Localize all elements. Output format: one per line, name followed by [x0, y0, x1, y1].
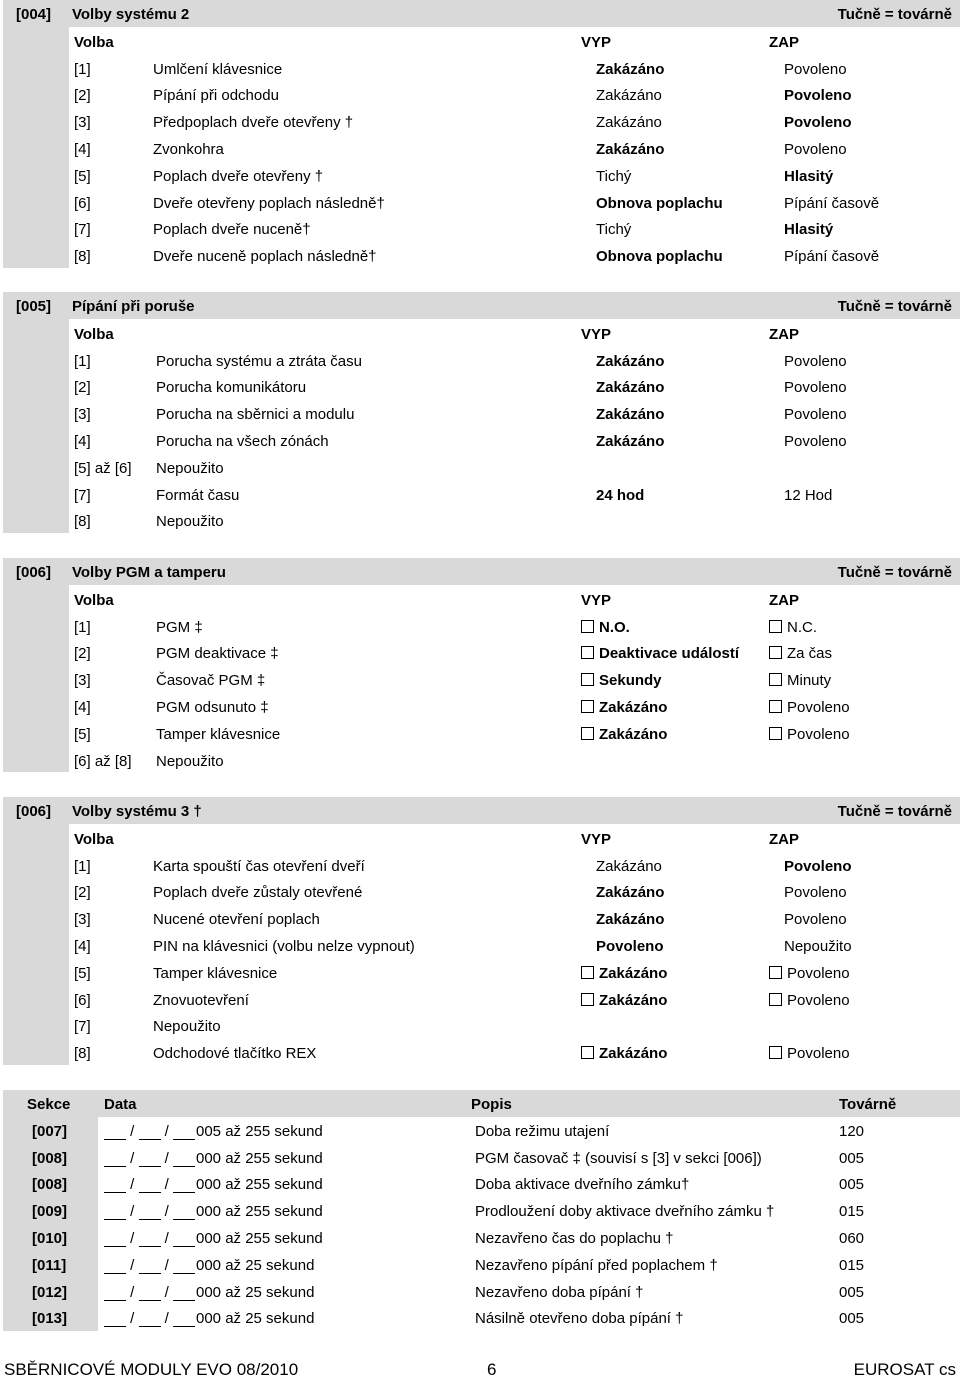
on-value-text: N.C.: [787, 618, 817, 636]
option-label: Nepoužito: [153, 1018, 221, 1036]
option-off-value[interactable]: [581, 619, 630, 636]
option-off-value: [596, 884, 664, 901]
option-on-value: [784, 248, 879, 265]
value-range: 000 až 255 sekund: [196, 1176, 323, 1194]
section-code: [006]: [16, 564, 52, 581]
checkbox[interactable]: [769, 620, 782, 633]
option-label: Nucené otevření poplach: [153, 911, 320, 929]
section-title: Volby systému 3 †: [72, 803, 202, 820]
table-section-code: [009]: [32, 1203, 68, 1221]
checkbox[interactable]: [769, 646, 782, 659]
section-shade: [65, 292, 960, 319]
value-range: 000 až 25 sekund: [196, 1283, 315, 1301]
option-on-value: [784, 487, 832, 504]
option-label: Poplach dveře otevřeny †: [153, 167, 324, 185]
table-factory-value: 005: [839, 1283, 865, 1301]
column-header-off: VYP: [581, 325, 612, 343]
option-off-value: [596, 114, 662, 131]
on-value-text: Povoleno: [787, 964, 850, 982]
data-entry-field[interactable]: / /: [104, 1123, 195, 1140]
option-off-value: [596, 248, 723, 265]
on-value-text: Povoleno: [784, 433, 847, 450]
off-value-text: N.O.: [599, 618, 630, 636]
option-number: [4]: [74, 433, 91, 450]
off-value-text: Zakázáno: [596, 141, 665, 158]
checkbox[interactable]: [581, 620, 594, 633]
on-value-text: Povoleno: [784, 87, 852, 105]
off-value-text: Zakázáno: [599, 699, 668, 716]
section-title: Volby systému 2: [72, 6, 190, 23]
option-label: Porucha na sběrnici a modulu: [156, 406, 355, 424]
option-off-value[interactable]: [581, 645, 739, 662]
option-on-value[interactable]: [769, 619, 817, 636]
option-on-value: [784, 884, 847, 901]
table-factory-value: 060: [839, 1230, 865, 1247]
column-header-on: ZAP: [769, 325, 799, 343]
table-header-section: Sekce: [27, 1096, 71, 1113]
option-label: Umlčení klávesnice: [153, 60, 283, 78]
option-label: Porucha komunikátoru: [156, 379, 307, 397]
on-value-text: Povoleno: [787, 1045, 850, 1063]
on-value-text: Za čas: [787, 645, 833, 663]
on-value-text: Pípání časově: [784, 194, 880, 212]
option-label: Tamper klávesnice: [153, 964, 278, 982]
option-number: [8]: [74, 513, 91, 531]
option-on-value[interactable]: [769, 1045, 850, 1062]
option-on-value[interactable]: [769, 965, 850, 982]
option-label: Nepoužito: [156, 752, 224, 770]
data-entry-field[interactable]: / /: [104, 1176, 195, 1193]
on-value-text: Povoleno: [787, 699, 850, 716]
on-value-text: Povoleno: [784, 114, 852, 132]
option-on-value: [784, 168, 833, 185]
off-value-text: Zakázáno: [596, 857, 662, 875]
on-value-text: Povoleno: [784, 379, 847, 397]
section-shade: [65, 27, 69, 268]
table-factory-value: 015: [839, 1256, 865, 1274]
option-on-value: [784, 141, 847, 158]
on-value-text: Hlasitý: [784, 221, 834, 239]
table-section-code: [007]: [32, 1122, 68, 1140]
table-description: PGM časovač ‡ (souvisí s [3] v sekci [006]): [475, 1149, 762, 1167]
option-on-value: [784, 353, 847, 370]
on-value-text: Povoleno: [784, 60, 847, 78]
option-on-value: [784, 87, 852, 104]
factory-legend: Tučně = továrně: [837, 803, 952, 820]
off-value-text: Zakázáno: [599, 1045, 668, 1063]
option-number: [6]: [74, 991, 91, 1009]
checkbox[interactable]: [769, 700, 782, 713]
on-value-text: Povoleno: [784, 911, 847, 929]
option-label: Dveře otevřeny poplach následně†: [153, 194, 385, 212]
checkbox[interactable]: [581, 1046, 594, 1059]
off-value-text: Tichý: [596, 167, 632, 185]
off-value-text: Zakázáno: [596, 911, 665, 929]
option-off-value[interactable]: [581, 726, 667, 743]
option-off-value: [596, 379, 664, 396]
option-on-value[interactable]: [769, 726, 850, 743]
option-number: [1]: [74, 857, 91, 875]
table-header-data: Data: [104, 1096, 137, 1113]
value-range: 000 až 25 sekund: [196, 1310, 315, 1328]
option-label: Karta spouští čas otevření dveří: [153, 857, 365, 875]
column-header-off: VYP: [581, 33, 612, 51]
option-on-value: [784, 114, 852, 131]
option-off-value: [596, 911, 664, 928]
section-shade: [3, 797, 65, 1065]
option-number: [3]: [74, 406, 91, 424]
column-header-option: Volba: [74, 591, 114, 609]
option-number: [4]: [74, 141, 91, 158]
option-off-value: [596, 353, 664, 370]
option-on-value: [784, 195, 879, 212]
option-number: [2]: [74, 645, 91, 663]
on-value-text: Povoleno: [784, 884, 847, 902]
off-value-text: Tichý: [596, 221, 632, 239]
table-section-code: [012]: [32, 1283, 68, 1301]
checkbox[interactable]: [769, 673, 782, 686]
checkbox[interactable]: [581, 727, 594, 740]
option-off-value: [596, 406, 664, 423]
option-number: [7]: [74, 486, 91, 504]
option-label: Poplach dveře zůstaly otevřené: [153, 884, 363, 902]
option-label: Porucha na všech zónách: [156, 433, 329, 450]
checkbox[interactable]: [581, 993, 594, 1006]
table-section-code: [008]: [32, 1149, 68, 1167]
on-value-text: 12 Hod: [784, 486, 833, 504]
option-label: Porucha systému a ztráta času: [156, 352, 362, 370]
option-off-value: [596, 433, 664, 450]
option-number: [4]: [74, 699, 91, 716]
on-value-text: Pípání časově: [784, 248, 880, 266]
section-shade: [65, 585, 69, 773]
option-number: [7]: [74, 1018, 91, 1036]
on-value-text: Hlasitý: [784, 167, 834, 185]
option-number: [1]: [74, 60, 91, 78]
data-entry-field[interactable]: / /: [104, 1230, 195, 1247]
option-number: [7]: [74, 221, 91, 239]
option-label: Tamper klávesnice: [156, 725, 281, 743]
option-off-value[interactable]: [581, 699, 667, 716]
off-value-text: Deaktivace událostí: [599, 645, 740, 663]
value-range: 000 až 255 sekund: [196, 1149, 323, 1167]
value-range: 000 až 255 sekund: [196, 1230, 323, 1247]
data-entry-field[interactable]: / /: [104, 1257, 195, 1274]
table-description: Doba režimu utajení: [475, 1122, 610, 1140]
option-label: Časovač PGM ‡: [156, 672, 266, 690]
section-shade: [65, 824, 69, 1065]
off-value-text: 24 hod: [596, 486, 645, 504]
table-shade: [98, 1090, 960, 1117]
off-value-text: Zakázáno: [599, 991, 668, 1009]
checkbox[interactable]: [581, 646, 594, 659]
option-off-value: [596, 195, 723, 212]
option-off-value: [596, 87, 662, 104]
section-shade: [3, 558, 65, 772]
off-value-text: Zakázáno: [596, 379, 665, 397]
option-number: [1]: [74, 352, 91, 370]
option-label: PIN na klávesnici (volbu nelze vypnout): [153, 938, 415, 955]
option-number: [1]: [74, 618, 91, 636]
data-entry-field[interactable]: / /: [104, 1284, 195, 1301]
off-value-text: Zakázáno: [599, 964, 668, 982]
option-number: [3]: [74, 672, 91, 690]
checkbox[interactable]: [581, 966, 594, 979]
option-number: [6] až [8]: [74, 752, 132, 770]
footer-page-number: 6: [487, 1360, 497, 1379]
option-number: [3]: [74, 114, 91, 132]
option-off-value[interactable]: [581, 992, 667, 1009]
section-shade: [65, 0, 960, 27]
checkbox[interactable]: [769, 966, 782, 979]
value-range: 005 až 255 sekund: [196, 1122, 323, 1140]
column-header-on: ZAP: [769, 33, 799, 51]
section-code: [004]: [16, 6, 52, 23]
data-entry-field[interactable]: / /: [104, 1203, 195, 1220]
value-range: 000 až 255 sekund: [196, 1203, 323, 1221]
option-on-value[interactable]: [769, 699, 850, 716]
option-label: Formát času: [156, 486, 240, 504]
table-description: Nezavřeno čas do poplachu †: [475, 1230, 674, 1247]
section-title: Pípání při poruše: [72, 298, 195, 315]
table-description: Doba aktivace dveřního zámku†: [475, 1176, 690, 1194]
footer-doc-title: SBĚRNICOVÉ MODULY EVO 08/2010: [4, 1360, 299, 1379]
option-label: Nepoužito: [156, 513, 224, 531]
option-number: [5]: [74, 725, 91, 743]
option-off-value[interactable]: [581, 672, 662, 689]
on-value-text: Nepoužito: [784, 938, 852, 955]
off-value-text: Zakázáno: [596, 114, 662, 132]
table-section-code: [010]: [32, 1230, 68, 1247]
option-number: [2]: [74, 87, 91, 105]
off-value-text: Obnova poplachu: [596, 194, 723, 212]
option-on-value: [784, 938, 852, 955]
on-value-text: Minuty: [787, 672, 832, 690]
option-label: PGM deaktivace ‡: [156, 645, 279, 663]
table-factory-value: 005: [839, 1149, 865, 1167]
checkbox[interactable]: [581, 700, 594, 713]
section-shade: [3, 292, 65, 533]
table-factory-value: 120: [839, 1122, 865, 1140]
section-code: [005]: [16, 298, 52, 315]
off-value-text: Zakázáno: [596, 60, 665, 78]
value-range: 000 až 25 sekund: [196, 1256, 315, 1274]
option-on-value: [784, 61, 847, 78]
option-on-value[interactable]: [769, 992, 850, 1009]
option-off-value: [596, 61, 664, 78]
table-factory-value: 005: [839, 1310, 865, 1328]
option-label: Dveře nuceně poplach následně†: [153, 248, 377, 266]
on-value-text: Povoleno: [787, 725, 850, 743]
option-number: [5] až [6]: [74, 459, 132, 477]
option-number: [3]: [74, 911, 91, 929]
off-value-text: Povoleno: [596, 938, 664, 955]
option-number: [5]: [74, 964, 91, 982]
option-number: [6]: [74, 194, 91, 212]
table-description: Násilně otevřeno doba pípání †: [475, 1310, 684, 1328]
off-value-text: Zakázáno: [596, 884, 665, 902]
option-off-value: [596, 487, 644, 504]
column-header-option: Volba: [74, 33, 114, 51]
table-factory-value: 015: [839, 1203, 865, 1221]
factory-legend: Tučně = továrně: [837, 298, 952, 315]
option-off-value: [596, 938, 664, 955]
table-description: Nezavřeno doba pípání †: [475, 1283, 644, 1301]
off-value-text: Zakázáno: [599, 725, 668, 743]
option-off-value[interactable]: [581, 1045, 667, 1062]
option-number: [2]: [74, 884, 91, 902]
option-off-value: [596, 141, 664, 158]
column-header-on: ZAP: [769, 830, 799, 848]
factory-legend: Tučně = továrně: [837, 6, 952, 23]
option-on-value: [784, 406, 847, 423]
column-header-option: Volba: [74, 325, 114, 343]
option-off-value: [596, 221, 631, 238]
section-shade: [3, 0, 65, 268]
option-off-value[interactable]: [581, 965, 667, 982]
column-header-option: Volba: [74, 830, 114, 848]
on-value-text: Povoleno: [784, 406, 847, 424]
on-value-text: Povoleno: [784, 352, 847, 370]
table-section-code: [011]: [32, 1256, 67, 1274]
option-on-value[interactable]: [769, 645, 832, 662]
data-entry-field[interactable]: / /: [104, 1150, 195, 1167]
section-code: [006]: [16, 803, 52, 820]
table-section-code: [008]: [32, 1176, 68, 1194]
off-value-text: Zakázáno: [596, 352, 665, 370]
column-header-off: VYP: [581, 830, 612, 848]
footer-publisher: EUROSAT cs: [853, 1360, 956, 1379]
section-title: Volby PGM a tamperu: [72, 564, 226, 581]
option-on-value: [784, 858, 852, 875]
checkbox[interactable]: [769, 727, 782, 740]
option-label: PGM odsunuto ‡: [156, 699, 269, 716]
data-entry-field[interactable]: / /: [104, 1310, 195, 1327]
on-value-text: Povoleno: [787, 991, 850, 1009]
checkbox[interactable]: [769, 993, 782, 1006]
option-on-value[interactable]: [769, 672, 831, 689]
off-value-text: Zakázáno: [596, 406, 665, 424]
table-header-factory: Továrně: [839, 1096, 897, 1113]
table-description: Nezavřeno pípání před poplachem †: [475, 1256, 718, 1274]
table-factory-value: 005: [839, 1176, 865, 1194]
checkbox[interactable]: [769, 1046, 782, 1059]
option-off-value: [596, 858, 662, 875]
option-number: [4]: [74, 938, 91, 955]
section-shade: [65, 319, 69, 533]
option-label: Odchodové tlačítko REX: [153, 1045, 317, 1063]
option-label: Předpoplach dveře otevřeny †: [153, 114, 354, 132]
option-on-value: [784, 379, 847, 396]
option-on-value: [784, 433, 847, 450]
option-on-value: [784, 911, 847, 928]
off-value-text: Obnova poplachu: [596, 248, 723, 266]
on-value-text: Povoleno: [784, 857, 852, 875]
option-label: Pípání při odchodu: [153, 87, 279, 105]
table-section-code: [013]: [32, 1310, 68, 1328]
column-header-off: VYP: [581, 591, 612, 609]
option-number: [2]: [74, 379, 91, 397]
column-header-on: ZAP: [769, 591, 799, 609]
off-value-text: Zakázáno: [596, 433, 665, 450]
option-label: Znovuotevření: [153, 991, 249, 1009]
option-label: Zvonkohra: [153, 141, 224, 158]
option-label: PGM ‡: [156, 618, 203, 636]
checkbox[interactable]: [581, 673, 594, 686]
on-value-text: Povoleno: [784, 141, 847, 158]
option-label: Nepoužito: [156, 459, 224, 477]
option-number: [8]: [74, 1045, 91, 1063]
factory-legend: Tučně = továrně: [837, 564, 952, 581]
off-value-text: Sekundy: [599, 672, 662, 690]
option-label: Poplach dveře nuceně†: [153, 221, 311, 239]
option-number: [5]: [74, 167, 91, 185]
option-number: [8]: [74, 248, 91, 266]
off-value-text: Zakázáno: [596, 87, 662, 105]
option-on-value: [784, 221, 833, 238]
option-off-value: [596, 168, 631, 185]
table-header-desc: Popis: [471, 1096, 512, 1113]
table-description: Prodloužení doby aktivace dveřního zámku †: [475, 1203, 775, 1221]
